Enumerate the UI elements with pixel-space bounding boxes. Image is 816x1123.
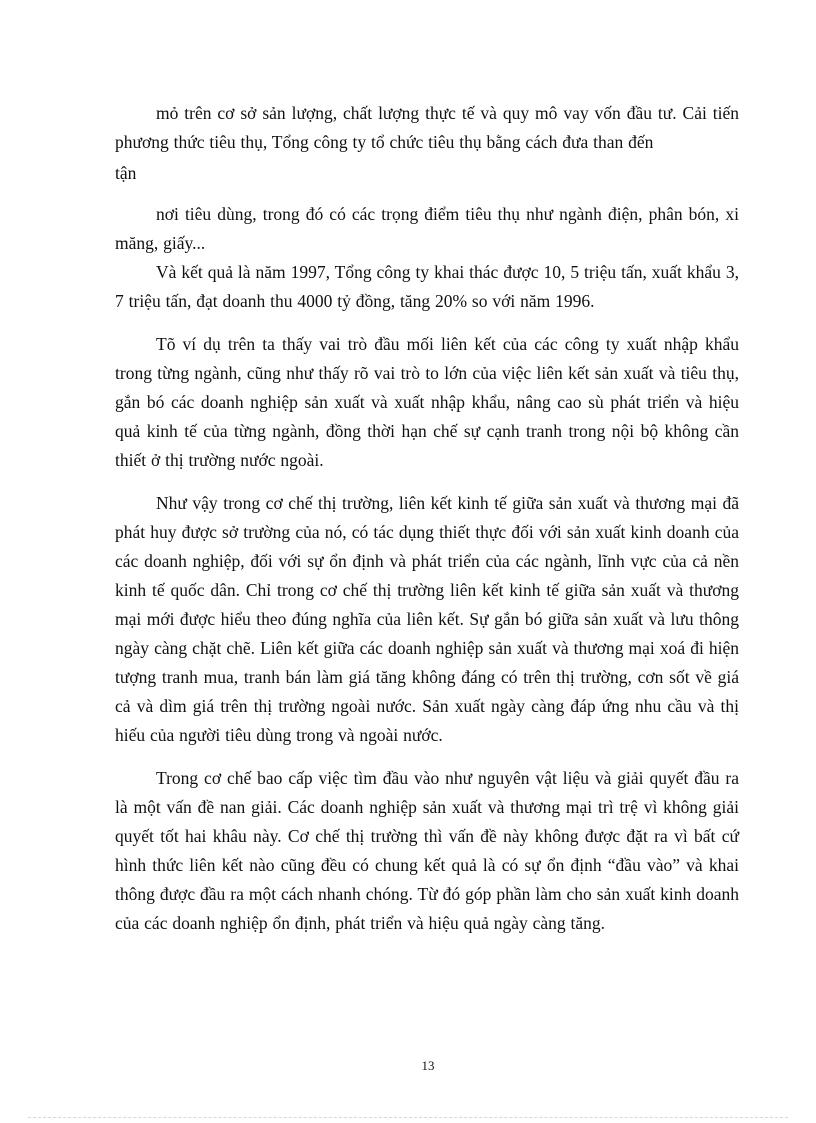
paragraph-6: Trong cơ chế bao cấp việc tìm đầu vào như nguyên vật liệu và giải quyết đầu ra là một vấn đề nan giải. Các doanh nghiệp sản xuất và thương mại trì trệ vì không giải quyết tốt hai khâu này. Cơ chế thị trường thì vấn đề này không được đặt ra vì bất cứ hình thức liên kết nào cũng đều có chung kết quả là có sự ổn định “đầu vào” và khai thông được đầu ra một cách nhanh chóng. Từ đó góp phần làm cho sản xuất kinh doanh của các doanh nghiệp ổn định, phát triển và hiệu quả ngày càng tăng. [115, 768, 739, 933]
paragraph-2: nơi tiêu dùng, trong đó có các trọng điểm tiêu thụ như ngành điện, phân bón, xi măng, giấy... [115, 204, 739, 253]
document-body [115, 99, 739, 938]
paragraph-1-tail: tận [115, 163, 137, 183]
paragraph-1-text: mỏ trên cơ sở sản lượng, chất lượng thực tế và quy mô vay vốn đầu tư. Cải tiến phương thức tiêu thụ, Tổng công ty tổ chức tiêu thụ bằng cách đưa than đến [115, 103, 739, 152]
page-bottom-divider [28, 1117, 788, 1118]
paragraph-5: Như vậy trong cơ chế thị trường, liên kết kinh tế giữa sản xuất và thương mại đã phát huy được sở trường của nó, có tác dụng thiết thực đối với sản xuất kinh doanh của các doanh nghiệp, đối với sự ổn định và phát triển của các ngành, lĩnh vực của cả nền kinh tế quốc dân. Chỉ trong cơ chế thị trường liên kết kinh tế giữa sản xuất và thương mại mới được hiểu theo đúng nghĩa của liên kết. Sự gắn bó giữa sản xuất và lưu thông ngày càng chặt chẽ. Liên kết giữa các doanh nghiệp sản xuất và thương mại xoá đi hiện tượng tranh mua, tranh bán làm giá tăng không đáng có trên thị trường, cơn sốt về giá cả và dìm giá trên thị trường ngoài nước. Sản xuất ngày càng đáp ứng nhu cầu và thị hiếu của người tiêu dùng trong và ngoài nước. [115, 493, 739, 745]
paragraph-4: Tõ ví dụ trên ta thấy vai trò đầu mối liên kết của các công ty xuất nhập khẩu trong từng ngành, cũng như thấy rõ vai trò to lớn của việc liên kết sản xuất và tiêu thụ, gắn bó các doanh nghiệp sản xuất và xuất nhập khẩu, nâng cao sù phát triển và hiệu quả kinh tế của từng ngành, đồng thời hạn chế sự cạnh tranh trong nội bộ không cần thiết ở thị trường nước ngoài. [115, 334, 739, 470]
paragraph-3: Và kết quả là năm 1997, Tổng công ty khai thác được 10, 5 triệu tấn, xuất khẩu 3, 7 triệu tấn, đạt doanh thu 4000 tỷ đồng, tăng 20% so với năm 1996. [115, 262, 739, 311]
paragraph-1 [115, 99, 739, 188]
page-number: 13 [421, 1058, 435, 1073]
